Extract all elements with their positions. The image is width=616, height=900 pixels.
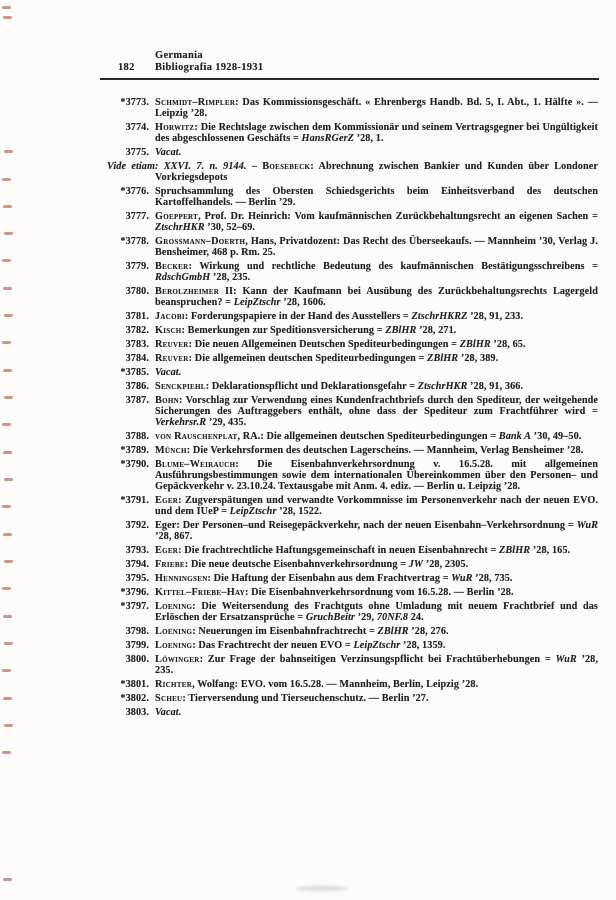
bib-entry <box>101 367 598 378</box>
entry-number: *3791. <box>120 495 149 506</box>
page-header <box>101 50 598 80</box>
scan-edge-artifact <box>4 150 13 153</box>
entry-text: Bohn: Vorschlag zur Verwendung eines Kundenfrachtbriefs durch den Spediteur, der weitgehende Sicherungen des Auftraggebers enthält, ohne dass der Spediteur zum Frachtführer wird = Verkehrsr.R ’29, 435. <box>155 395 598 428</box>
scan-edge-artifact <box>2 505 11 508</box>
entry-number: 3774. <box>125 122 149 133</box>
header-series-title: Germania <box>155 50 203 61</box>
entry-text: Vacat. <box>155 147 182 158</box>
bib-entry <box>101 654 598 676</box>
entry-number: 3780. <box>125 286 149 297</box>
bib-entry <box>101 626 598 637</box>
entry-number: 3786. <box>125 381 149 392</box>
scan-edge-artifact <box>4 478 13 481</box>
entry-number: *3796. <box>120 587 149 598</box>
entry-text: Berolzheimer II: Kann der Kaufmann bei Ausübung des Zurückbehaltungsrechts Lagergeld beanspruchen? = LeipZtschr ’28, 1606. <box>155 286 598 308</box>
bib-entry <box>101 573 598 584</box>
bib-entry <box>101 186 598 208</box>
entry-text: Reuver: Die neuen Allgemeinen Deutschen Spediteurbedingungen = ZBlHR ’28, 65. <box>155 339 526 350</box>
entry-number: 3775. <box>125 147 149 158</box>
bib-entry <box>101 97 598 119</box>
entry-text: Münch: Die Verkehrsformen des deutschen Lagerscheins. — Mannheim, Verlag Bensheimer ’28. <box>155 445 584 456</box>
entry-number: 3794. <box>125 559 149 570</box>
bib-entry <box>101 679 598 690</box>
entry-number: 3795. <box>125 573 149 584</box>
scan-edge-artifact <box>2 587 11 590</box>
bib-entry <box>101 559 598 570</box>
scan-smudge-artifact <box>296 886 348 891</box>
scan-edge-artifact <box>2 341 11 344</box>
entry-text: Eger: Die frachtrechtliche Haftungsgemeinschaft in neuen Eisenbahnrecht = ZBlHR ’28, 165. <box>155 545 571 556</box>
entry-number: 3800. <box>125 654 149 665</box>
entry-text: Vide etiam: XXVI. 7. n. 9144. – Boesebeck: Abrechnung zwischen Bankier und Kunden über Londoner Vorkriegsdepots <box>107 161 599 183</box>
entry-text: Kittel–Friebe–Hay: Die Eisenbahnverkehrsordnung vom 16.5.28. — Berlin ’28. <box>155 587 514 598</box>
entry-text: Scheu: Tierversendung und Tierseuchenschutz. — Berlin ’27. <box>155 693 429 704</box>
scan-edge-artifact <box>3 533 12 536</box>
bib-entry <box>101 693 598 704</box>
scan-edge-artifact <box>4 560 13 563</box>
header-rule <box>100 78 599 80</box>
entry-text: Loening: Das Frachtrecht der neuen EVO = LeipZtschr ’28, 1359. <box>155 640 446 651</box>
entry-text: Kisch: Bemerkungen zur Speditionsversicherung = ZBlHR ’28, 271. <box>155 325 457 336</box>
bib-entry <box>101 236 598 258</box>
bib-entry <box>101 286 598 308</box>
entry-text: Richter, Wolfang: EVO. vom 16.5.28. — Mannheim, Berlin, Leipzig ’28. <box>155 679 479 690</box>
entry-number: 3777. <box>125 211 149 222</box>
entry-number: 3799. <box>125 640 149 651</box>
entry-number: 3781. <box>125 311 149 322</box>
entry-text: Becker: Wirkung und rechtliche Bedeutung des kaufmännischen Bestätigungsschreibens = RdschGmbH ’28, 235. <box>155 261 598 283</box>
entry-text: Reuver: Die allgemeinen deutschen Spediteurbedingungen = ZBlHR ’28, 389. <box>155 353 499 364</box>
scan-edge-artifact <box>3 615 12 618</box>
vide-etiam-note <box>107 161 598 183</box>
entry-number: 3784. <box>125 353 149 364</box>
page-number: 182 <box>118 62 135 73</box>
entry-number: 3788. <box>125 431 149 442</box>
entry-number: *3789. <box>120 445 149 456</box>
entry-number: 3782. <box>125 325 149 336</box>
scan-edge-artifact <box>3 16 12 19</box>
scan-edge-artifact <box>2 178 11 181</box>
bib-entry <box>101 211 598 233</box>
entry-text: Loening: Neuerungen im Eisenbahnfrachtrecht = ZBlHR ’28, 276. <box>155 626 449 637</box>
entry-text: Spruchsammlung des Obersten Schiedsgerichts beim Einheitsverband des deutschen Kartoffelhandels. — Berlin ’29. <box>155 186 598 208</box>
scan-edge-artifact <box>3 697 12 700</box>
entry-text: Blume–Weirauch: Die Eisenbahnverkehrsordnung v. 16.5.28. mit allgemeinen Ausführungsbestimmungen sowie dem internationalen Übereinkommen über den Personen– und Gepäckverkehr v. 23.10.24. Textausgabe mit Anm. 4. ediz. — Berlin u. Leipzig ’28. <box>155 459 598 492</box>
page-content <box>101 50 598 721</box>
scan-edge-artifact <box>3 451 12 454</box>
entry-number: 3798. <box>125 626 149 637</box>
bib-entry <box>101 445 598 456</box>
bib-entry <box>101 147 598 158</box>
entry-number: 3787. <box>125 395 149 406</box>
bib-entry <box>101 122 598 144</box>
scan-edge-artifact <box>3 369 12 372</box>
entry-number: *3785. <box>120 367 149 378</box>
scan-edge-artifact <box>2 259 11 262</box>
bib-entry <box>101 707 598 718</box>
entry-text: Friebe: Die neue deutsche Eisenbahnverkehrsordnung = JW ’28, 2305. <box>155 559 469 570</box>
scan-edge-artifact <box>4 396 13 399</box>
bib-entry <box>101 339 598 350</box>
bib-entry <box>101 431 598 442</box>
scan-edge-artifact <box>4 724 13 727</box>
bib-entry <box>101 545 598 556</box>
scan-edge-artifact <box>3 287 12 290</box>
bib-entry <box>101 261 598 283</box>
entry-list <box>101 97 598 718</box>
bib-entry <box>101 495 598 517</box>
entry-text: Schmidt–Rimpler: Das Kommissionsgeschäft. « Ehrenbergs Handb. Bd. 5, I. Abt., 1. Hälfte ». — Leipzig ’28. <box>155 97 598 119</box>
entry-text: Eger: Der Personen–und Reisegepäckverkehr, nach der neuen Eisenbahn–Verkehrsordnung = WuR ’28, 867. <box>155 520 598 542</box>
bib-entry <box>101 520 598 542</box>
scan-edge-artifact <box>2 423 11 426</box>
entry-text: Löwinger: Zur Frage der bahnseitigen Verzinsungspflicht bei Frachtüberhebungen = WuR ’28, 235. <box>155 654 598 676</box>
entry-number: *3802. <box>120 693 149 704</box>
entry-number: 3779. <box>125 261 149 272</box>
entry-text: von Rauschenplat, RA.: Die allgemeinen deutschen Spediteurbedingungen = Bank A ’30, 49–50. <box>155 431 582 442</box>
scan-edge-artifact <box>4 642 13 645</box>
entry-text: Vacat. <box>155 707 182 718</box>
bib-entry <box>101 395 598 428</box>
bib-entry <box>101 587 598 598</box>
entry-number: *3801. <box>120 679 149 690</box>
bib-entry <box>101 601 598 623</box>
bib-entry <box>101 353 598 364</box>
bib-entry <box>101 311 598 322</box>
header-volume-title: Bibliografia 1928-1931 <box>155 62 264 73</box>
entry-text: Eger: Zugverspätungen und verwandte Vorkommnisse im Personenverkehr nach der neuen EVO. und dem IUeP = LeipZtschr ’28, 1522. <box>155 495 598 517</box>
entry-text: Loening: Die Weitersendung des Frachtguts ohne Umladung mit neuem Frachtbrief und das Erlöschen der Ersatzansprüche = GruchBeitr ’29, 70NF.8 24. <box>155 601 598 623</box>
scan-edge-artifact <box>2 6 11 9</box>
scan-edge-artifact <box>2 751 11 754</box>
scan-edge-artifact <box>3 205 12 208</box>
entry-text: Horwitz: Die Rechtslage zwischen dem Kommissionär und seinem Vertragsgegner bei Ungültigkeit des abgeschlossenen Geschäfts = HansRGerZ ’28, 1. <box>155 122 598 144</box>
entry-number: *3778. <box>120 236 149 247</box>
bib-entry <box>101 325 598 336</box>
entry-text: Vacat. <box>155 367 182 378</box>
bib-entry <box>101 459 598 492</box>
scan-edge-artifact <box>3 878 12 881</box>
bib-entry <box>101 640 598 651</box>
entry-number: 3793. <box>125 545 149 556</box>
entry-number: 3783. <box>125 339 149 350</box>
scan-edge-artifact <box>4 232 13 235</box>
bib-entry <box>101 381 598 392</box>
entry-number: 3803. <box>125 707 149 718</box>
entry-text: Goeppert, Prof. Dr. Heinrich: Vom kaufmännischen Zurückbehaltungsrecht an eigenen Sachen = ZtschrHKR ’30, 52–69. <box>155 211 598 233</box>
entry-number: *3797. <box>120 601 149 612</box>
scan-edge-artifact <box>4 314 13 317</box>
scan-edge-artifact <box>2 669 11 672</box>
entry-number: 3792. <box>125 520 149 531</box>
entry-text: Senckpiehl: Deklarationspflicht und Deklarationsgefahr = ZtschrHKR ’28, 91, 366. <box>155 381 524 392</box>
entry-number: *3776. <box>120 186 149 197</box>
header-row <box>101 62 598 74</box>
entry-text: Jacobi: Forderungspapiere in der Hand des Ausstellers = ZtschrHKRZ ’28, 91, 233. <box>155 311 524 322</box>
entry-number: *3790. <box>120 459 149 470</box>
entry-text: Grossmann–Doerth, Hans, Privatdozent: Das Recht des Überseekaufs. — Mannheim ’30, Verlag J. Bensheimer, 468 p. Rm. 25. <box>155 236 598 258</box>
entry-number: *3773. <box>120 97 149 108</box>
entry-text: Henningsen: Die Haftung der Eisenbahn aus dem Frachtvertrag = WuR ’28, 735. <box>155 573 513 584</box>
